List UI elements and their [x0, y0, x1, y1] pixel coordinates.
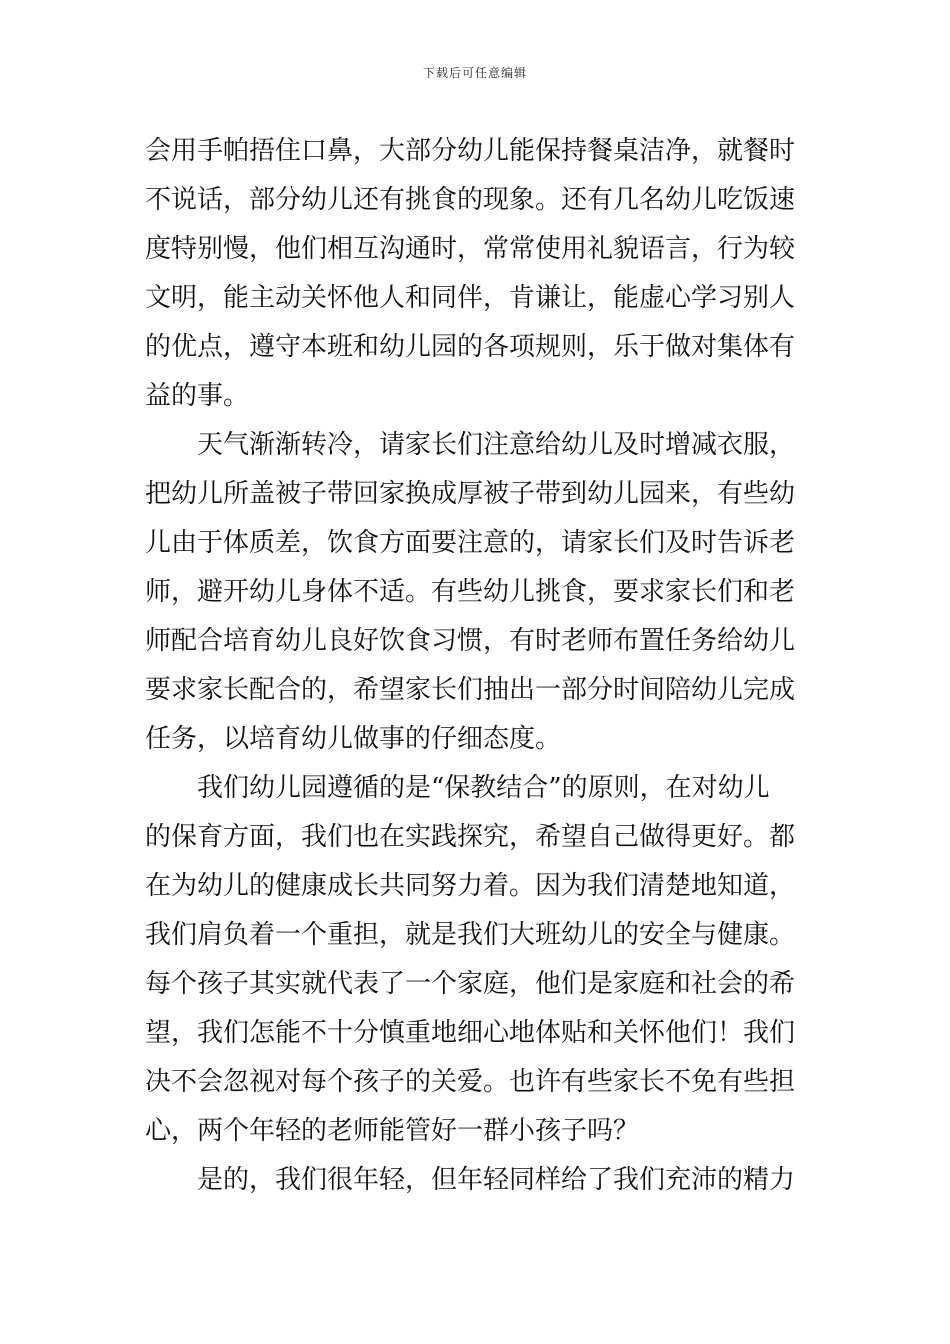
text-line: 我们肩负着一个重担，就是我们大班幼儿的安全与健康。: [145, 920, 796, 950]
text-line: 的保育方面，我们也在实践探究，希望自己做得更好。都: [145, 822, 796, 852]
body-text: [145, 127, 810, 1205]
paragraph-3: [145, 764, 810, 1156]
text-line: 的优点，遵守本班和幼儿园的各项规则，乐于做对集体有: [145, 332, 796, 362]
text-line: 我们幼儿园遵循的是“保教结合”的原则，在对幼儿: [197, 773, 770, 803]
text-line: 是的，我们很年轻，但年轻同样给了我们充沛的精力: [197, 1165, 796, 1195]
paragraph-1: [145, 127, 810, 421]
text-line: 望，我们怎能不十分慎重地细心地体贴和关怀他们！我们: [145, 1018, 796, 1048]
text-line: 在为幼儿的健康成长共同努力着。因为我们清楚地知道，: [145, 871, 796, 901]
text-line: 儿由于体质差，饮食方面要注意的，请家长们及时告诉老: [145, 528, 796, 558]
text-line: 益的事。: [145, 381, 250, 411]
text-line: 会用手帕捂住口鼻，大部分幼儿能保持餐桌洁净，就餐时: [145, 136, 796, 166]
text-line: 度特别慢，他们相互沟通时，常常使用礼貌语言，行为较: [145, 234, 796, 264]
paragraph-4: [145, 1156, 810, 1205]
text-line: 文明，能主动关怀他人和同伴，肯谦让，能虚心学习别人: [145, 283, 796, 313]
text-line: 天气渐渐转冷，请家长们注意给幼儿及时增减衣服，: [197, 430, 796, 460]
text-line: 师配合培育幼儿良好饮食习惯，有时老师布置任务给幼儿: [145, 626, 796, 656]
text-line: 任务，以培育幼儿做事的仔细态度。: [145, 724, 562, 754]
text-line: 决不会忽视对每个孩子的关爱。也许有些家长不免有些担: [145, 1067, 796, 1097]
text-line: 每个孩子其实就代表了一个家庭，他们是家庭和社会的希: [145, 969, 796, 999]
paragraph-2: [145, 421, 810, 764]
text-line: 不说话，部分幼儿还有挑食的现象。还有几名幼儿吃饭速: [145, 185, 796, 215]
page-header: 下载后可任意编辑: [422, 66, 527, 80]
text-line: 师，避开幼儿身体不适。有些幼儿挑食，要求家长们和老: [145, 577, 796, 607]
text-line: 心，两个年轻的老师能管好一群小孩子吗？: [145, 1116, 640, 1146]
text-line: 要求家长配合的，希望家长们抽出一部分时间陪幼儿完成: [145, 675, 796, 705]
text-line: 把幼儿所盖被子带回家换成厚被子带到幼儿园来，有些幼: [145, 479, 796, 509]
